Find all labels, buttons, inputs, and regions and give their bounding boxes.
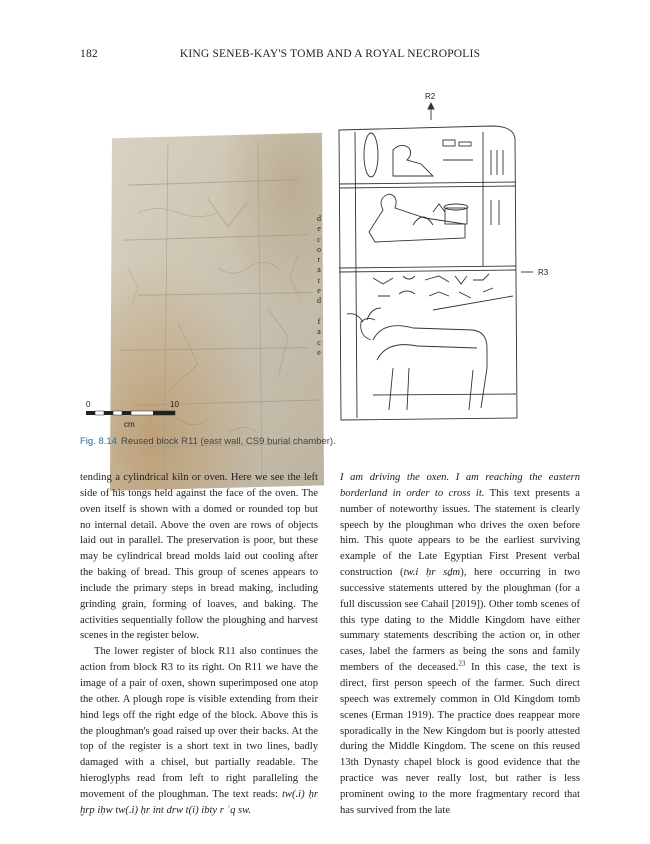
figure-caption — [80, 436, 580, 447]
block-drawing — [333, 100, 533, 428]
caption-number: Fig. 8.14 — [80, 436, 117, 447]
left-paragraph-1: tending a cylindrical kiln or oven. Here we see the left side of his tongs held against the face of the oven. The oven itself is shown with a domed or rounded top but no internal detail. Above the oven are rows of objects laid out in parallel. The preservation is poor, but these may be cylindrical bread molds laid out cooling after the baking of bread. This group of scenes appears to include the primary steps in bread making, including grinding grain, forming of loaves, and baking. The activities sequentially follow the ploughing and harvest scenes in the register below. — [80, 472, 318, 642]
transliteration: tw(.i) ḥr ḫrp iḥw tw(.i) ḥr int drw t(i) ibty r ʿq sw. — [80, 788, 318, 816]
label-r3: R3 — [538, 268, 549, 277]
scale-ten: 10 — [170, 400, 179, 409]
scale-bar — [84, 402, 204, 432]
scale-unit: cm — [124, 420, 135, 429]
translation-quote: I am driving the oxen. I am reaching the eastern borderland in order to cross it. — [340, 472, 580, 499]
scale-zero: 0 — [86, 400, 91, 409]
left-paragraph-2: The lower register of block R11 also continues the action from block R3 to its right. On R11 we have the image of a pair of oxen, shown superimposed one atop the other. A plough rope is visible extending from their hind legs off the right edge of the block. Above this is the ploughman's goad raised up over their backs. At the top of the register is a short text in two lines, badly damaged with a chisel, but partially readable. The hieroglyphs read from left to right paralleling the movement of the ploughman. The text reads: tw(.i) ḥr ḫrp iḥw tw(.i) ḥr int drw t(i) ibty r ʿq sw. — [80, 646, 318, 816]
running-head — [80, 48, 580, 64]
label-r2: R2 — [425, 92, 436, 101]
left-column — [80, 470, 318, 819]
footnote-marker: 23 — [458, 659, 466, 668]
right-paragraph-1: I am driving the oxen. I am reaching the eastern borderland in order to cross it. This text presents a number of noteworthy issues. The statement is clearly speech by the ploughman who drives the oxen before him. This quote appears to be the earliest surviving example of the Late Egyptian First Present verbal construction (tw.i ḥr sḏm), here occurring in two successive statements uttered by the ploughman (for a full discussion see Cahail [2019]). Other tomb scenes of this type dating to the Middle Kingdom have either summary statements describing the action or, in other cases, label the farmers as being the sons and family members of the deceased.$^{23}$ In this case, the text is direct, first person speech of the farmer. Such direct speech was extremely common in Old Kingdom tomb scenes (Erman 1919). The practice does reappear more sporadically in the New Kingdom but is poorly attested during the Middle Kingdom. The scene on this reused 13th Dynasty chapel block is good evidence that the practice was never really lost, but rather is less prominent owing to the more fragmentary record that has survived from the late — [340, 472, 581, 816]
caption-text: Reused block R11 (east wall, CS9 burial chamber). — [120, 436, 336, 447]
right-column — [340, 470, 580, 819]
decorated-face-label: d e c o r a t e d f a c e — [317, 214, 321, 357]
running-title: KING SENEB-KAY'S TOMB AND A ROYAL NECROPOLIS — [179, 48, 481, 60]
page-number: 182 — [80, 48, 98, 60]
